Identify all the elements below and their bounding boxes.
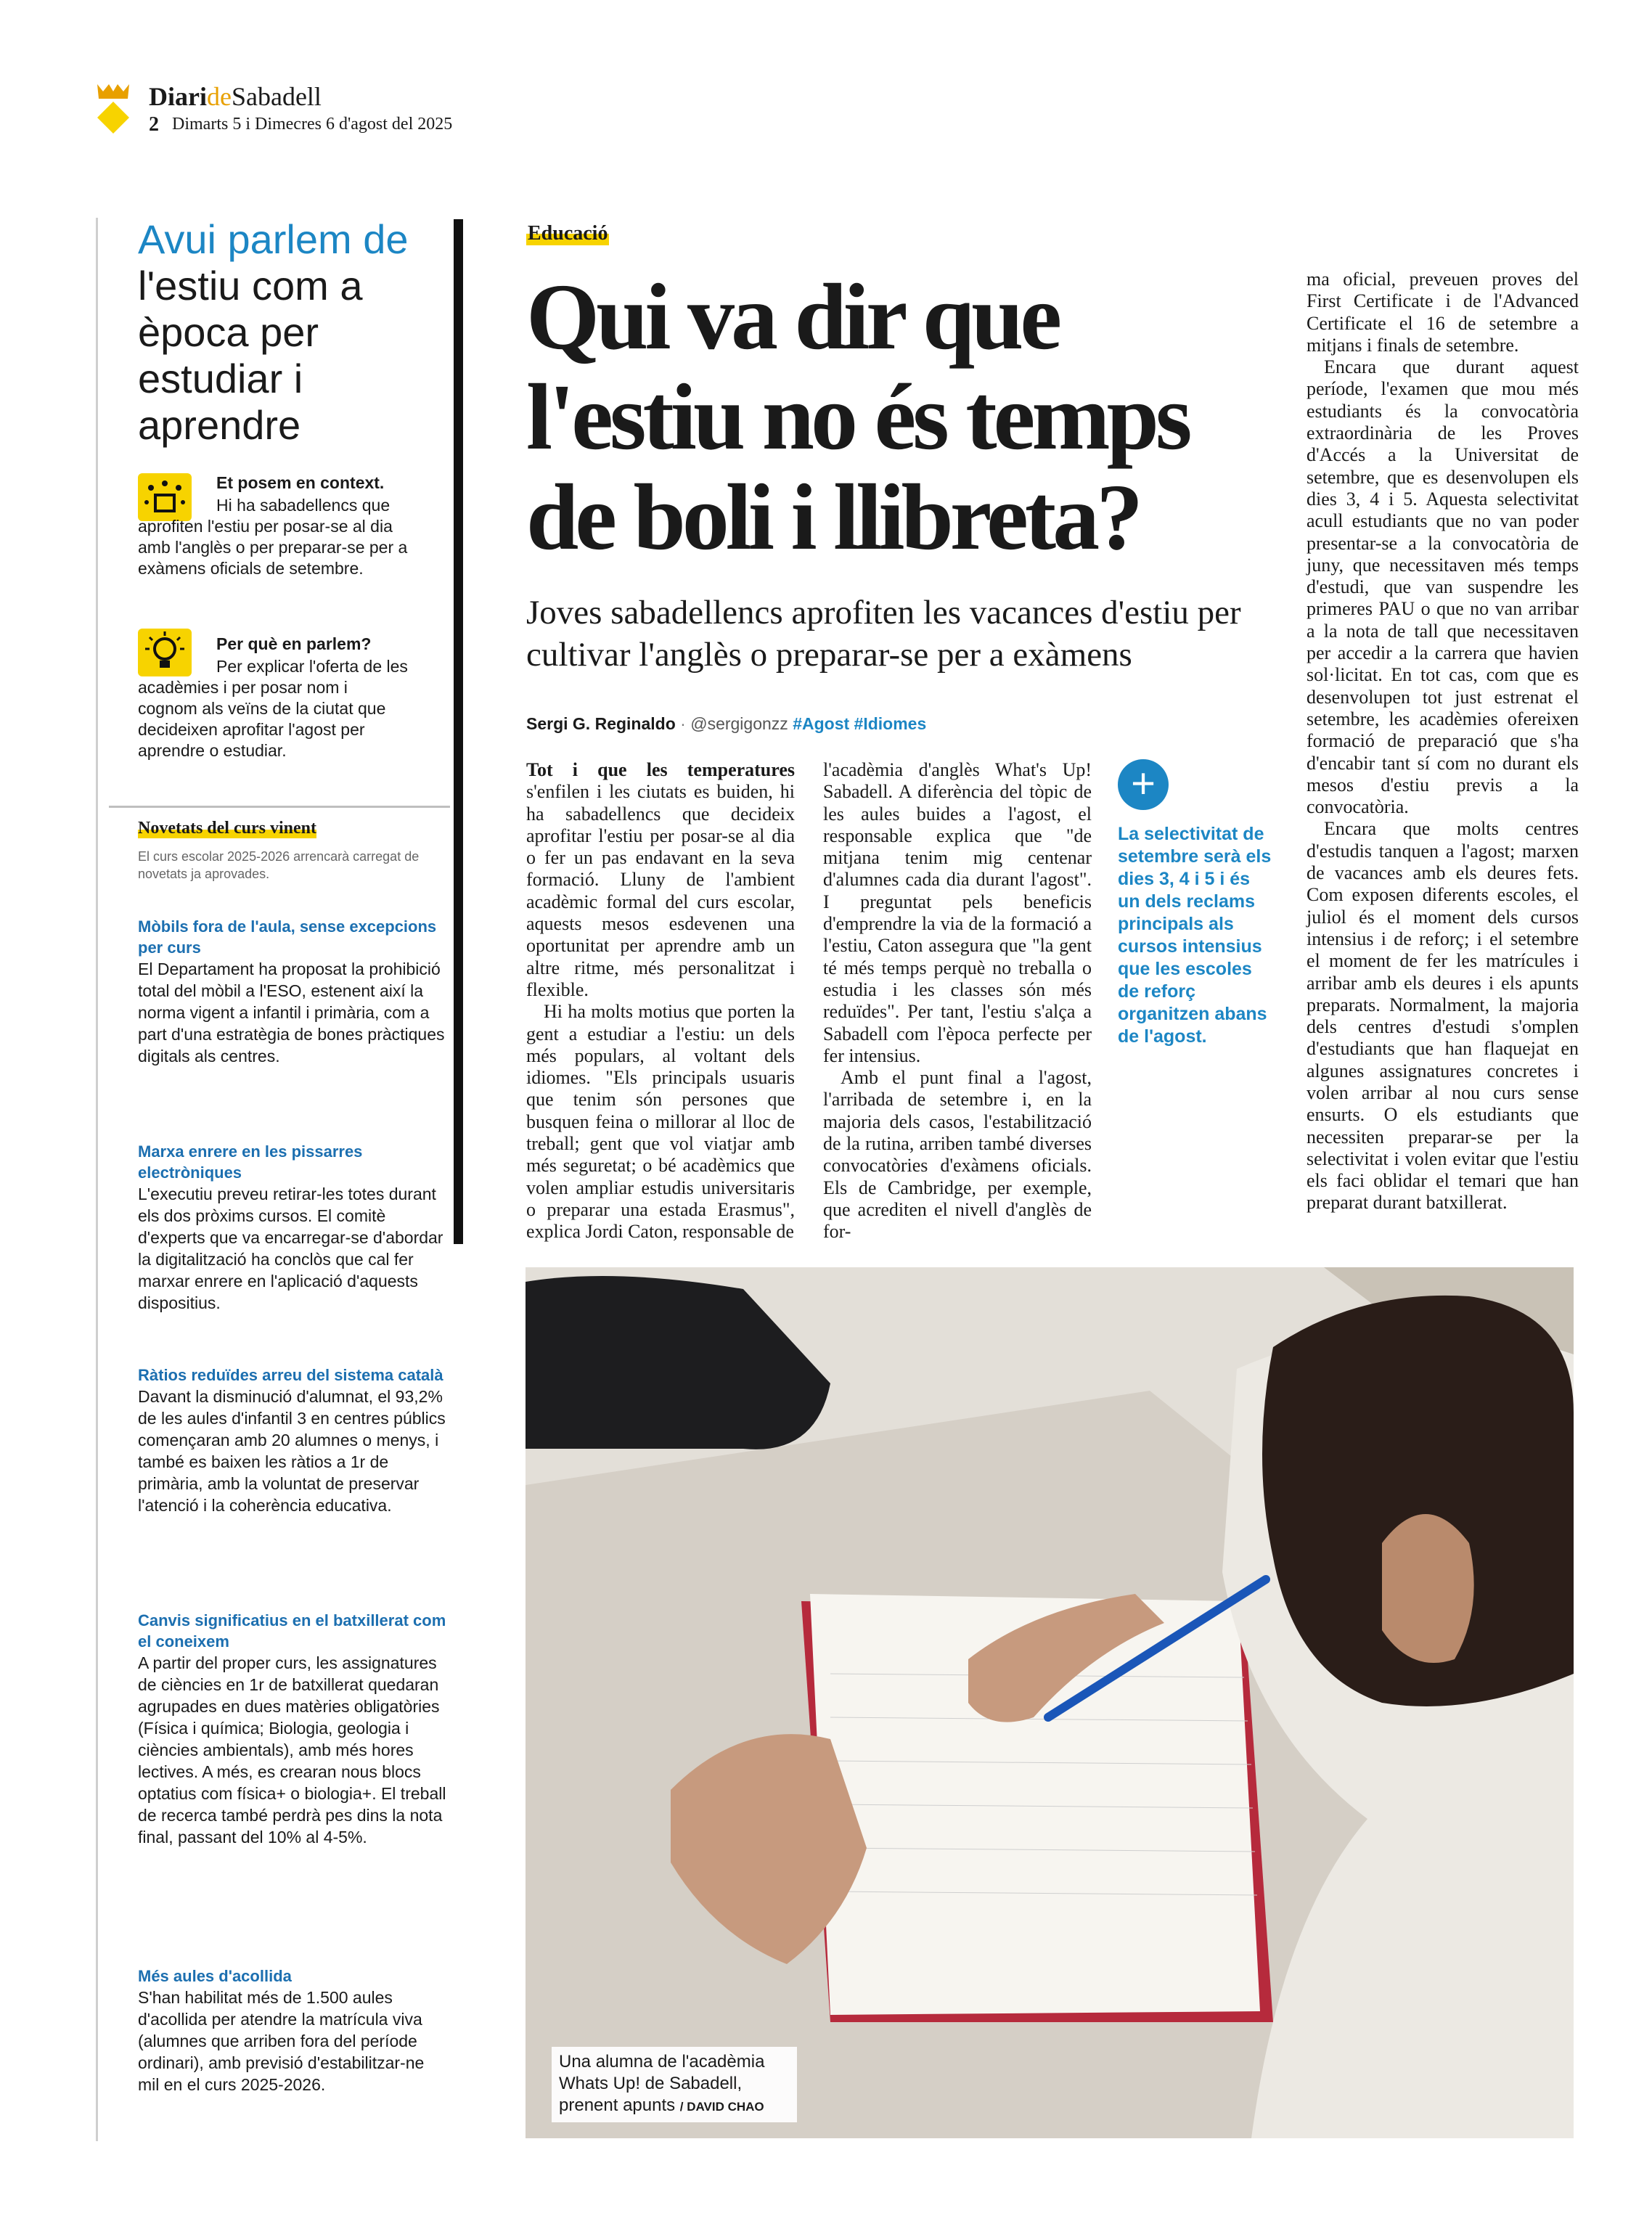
author-name: Sergi G. Reginaldo	[526, 714, 676, 733]
novetat-body: El Departament ha proposat la prohibició total del mòbil a l'ESO, estenent així la norma vigent a infantil i primària, com a part d'una estratègia de bones pràctiques digitals als centres.	[138, 960, 445, 1066]
section-tag: Educació	[528, 222, 608, 245]
byline: Sergi G. Reginaldo · @sergigonzz #Agost #Idiomes	[526, 714, 927, 733]
masthead-diari: Diari	[149, 82, 207, 111]
novetat-item	[138, 1141, 450, 1314]
article-photo	[526, 1267, 1574, 2138]
novetats-rule	[109, 806, 450, 808]
novetat-body: S'han habilitat més de 1.500 aules d'acollida per atendre la matrícula viva (alumnes que arriben fora del període ordinari), amb previsió d'estabilitzar-ne mil en el curs 2025-2026.	[138, 1988, 425, 2094]
masthead-de: de	[206, 82, 232, 111]
novetat-item	[138, 1365, 450, 1516]
novetat-head: Ràtios reduïdes arreu del sistema català	[138, 1366, 443, 1384]
caption-text: Una alumna de l'acadèmia Whats Up! de Sabadell, prenent apunts	[559, 2052, 765, 2115]
pullquote: La selectivitat de setembre serà els dies 3, 4 i 5 i és un dels reclams principals als cursos intensius que les escoles de reforç organitzen abans de l'agost.	[1118, 824, 1272, 1047]
intro-line: estudiar i	[138, 356, 303, 401]
intro-line: l'estiu com	[138, 263, 329, 308]
intro-blue: Avui parlem de	[138, 216, 409, 262]
novetat-head: Marxa enrere en les pissarres electròniques	[138, 1142, 363, 1182]
subheadline: Joves sabadellencs aprofiten les vacances d'estiu per cultivar l'anglès o preparar-se per a exàmens	[526, 594, 1241, 674]
novetat-head: Canvis significatius en el batxillerat com el coneixem	[138, 1611, 446, 1651]
article-tags[interactable]: #Agost #Idiomes	[793, 714, 927, 733]
context-text: Hi ha sabadellencs que aprofiten l'estiu per posar-se al dia amb l'anglès o per preparar-se per a exàmens oficials de setembre.	[138, 496, 408, 578]
masthead-sabadell: Sabadell	[231, 82, 322, 111]
why-head: Per què en parlem?	[216, 634, 372, 653]
intro-line: a època per	[138, 263, 363, 355]
plus-icon: +	[1118, 759, 1169, 810]
intro-line: aprendre	[138, 402, 301, 448]
city-crest-logo	[93, 81, 134, 134]
paragraph: l'acadèmia d'anglès What's Up! Sabadell. A diferència del tòpic de les aules buides a l'agost, el responsable explica que "de mitjana tenim mig centenar d'alumnes cada dia durant l'agost". I preguntat pels beneficis d'emprendre la via de la formació a l'estiu, Caton assegura que "la gent té més temps perquè no treballa o estudia i les classes són més reduïdes". Per tant, l'estiu s'alça a Sabadell com l'època perfecte per fer intensius.	[823, 759, 1092, 1066]
novetat-body: Davant la disminució d'alumnat, el 93,2% de les aules d'infantil 3 en centres públics començaran amb 20 alumnes o menys, i també es baixen les ràtios a 1r de primària, amb la voluntat de preservar l'atenció i la coherència educativa.	[138, 1387, 446, 1515]
why-text: Per explicar l'oferta de les acadèmies i per posar nom i cognom als veïns de la ciutat que decideixen aprofitar l'agost per aprendre o estudiar.	[138, 657, 408, 760]
context-head: Et posem en context.	[216, 473, 385, 492]
article-column-1	[526, 759, 795, 1243]
article-column-2	[823, 759, 1092, 1243]
novetats-subtitle: El curs escolar 2025-2026 arrencarà carregat de novetats ja aprovades.	[138, 849, 420, 881]
paragraph: Encara que molts centres d'estudis tanquen a l'agost; marxen de vacances amb els deures fets. Com exposen diferents escoles, el juliol és el moment dels cursos intensius i de reforç; i el setembre el moment de fer les matrícules i arribar amb els deures i els apunts preparats. Normalment, la majoria dels centres d'estudi s'omplen d'estudiants que han flaquejat en algunes assignatures concretes i volen arribar al nou curs sense ensurts. O els estudiants que necessiten preparar-se per la selectivitat i volen evitar que l'estiu els faci oblidar el temari que han preparat durant batxillerat.	[1307, 818, 1579, 1214]
paragraph: ma oficial, preveuen proves del First Certificate i de l'Advanced Certificate el 16 de setembre a mitjans i finals de setembre.	[1307, 269, 1579, 356]
novetat-head: Mòbils fora de l'aula, sense excepcions per curs	[138, 917, 437, 957]
lead-in: Tot i que les temperatures	[526, 759, 795, 780]
novetat-body: A partir del proper curs, les assignatures de ciències en 1r de batxillerat quedaran agrupades en dues matèries obligatòries (Física i química; Biologia, geologia i ciències ambientals), amb més hores lectives. A més, es crearan nous blocs optatius com física+ o biologia+. El treball de recerca també perdrà pes dins la nota final, passant del 10% al 4-5%.	[138, 1653, 446, 1846]
paragraph: Hi ha molts motius que porten la gent a estudiar a l'estiu: un dels més populars, al voltant dels idiomes. "Els principals usuaris que tenim són persones que busquen feina o millorar al lloc de treball; gent que vol viatjar amb més seguretat; o bé acadèmics que volen ampliar estudis universitaris o preparar una estada Erasmus", explica Jordi Caton, responsable de	[526, 1001, 795, 1243]
novetats-title: Novetats del curs vinent	[138, 819, 316, 838]
sidebar-intro-title	[138, 216, 450, 449]
paragraph: Tot i que les temperatures s'enfilen i les ciutats es buiden, hi ha sabadellencs que decideix aprofitar l'estiu per posar-se al dia o fer un pas endavant en la seva formació. Lluny de l'ambient acadèmic formal del curs escolar, aquests mesos esdevenen una oportunitat per aprendre amb un altre ritme, més personalitzat i flexible.	[526, 759, 795, 1000]
headline: Qui va dir que l'estiu no és temps de boli i llibreta?	[526, 265, 1189, 570]
novetat-body: L'executiu preveu retirar-les totes durant els dos pròxims cursos. El comitè d'experts que va encarregar-se d'abordar la digitalització ha conclòs que cal fer marxar enrere en l'aplicació d'aquests dispositius.	[138, 1185, 443, 1312]
page-number: 2	[149, 113, 159, 136]
article-column-3	[1307, 269, 1579, 1214]
sidebar-rule	[96, 218, 98, 2141]
page-date: Dimarts 5 i Dimecres 6 d'agost del 2025	[172, 115, 453, 134]
novetat-head: Més aules d'acollida	[138, 1967, 292, 1985]
article-rule	[454, 219, 463, 1244]
paragraph: Amb el punt final a l'agost, l'arribada de setembre i, en la majoria dels casos, l'estabilització de la rutina, arriben també diverses convocatòries d'exàmens oficials. Els de Cambridge, per exemple, que acrediten el nivell d'anglès de for-	[823, 1067, 1092, 1243]
author-handle[interactable]: @sergigonzz	[690, 714, 788, 733]
photo-credit: / DAVID CHAO	[679, 2100, 764, 2114]
photo-caption	[552, 2047, 797, 2122]
paragraph: Encara que durant aquest període, l'examen que mou més estudiants és la convocatòria extraordinària de les Proves d'Accés a la Universitat de setembre, que es desenvolupen els dies 3, 4 i 5. Aquesta selectivitat acull estudiants que no van poder presentar-se a la convocatòria de juny, que necessitaven més temps d'estudi, que van suspendre les primeres PAU o que no van arribar a la nota de tall que necessitaven per accedir a la carrera que havien sol·licitat. En tot cas, com que es desenvolupen tot just estrenat el setembre, les acadèmies ofereixen formació de preparació que s'ha d'encabir tant sí com no durant els mesos d'estiu previs a la convocatòria.	[1307, 356, 1579, 818]
novetat-item	[138, 916, 450, 1067]
novetat-item	[138, 1610, 450, 1848]
masthead	[149, 81, 322, 112]
novetat-item	[138, 1966, 450, 2095]
